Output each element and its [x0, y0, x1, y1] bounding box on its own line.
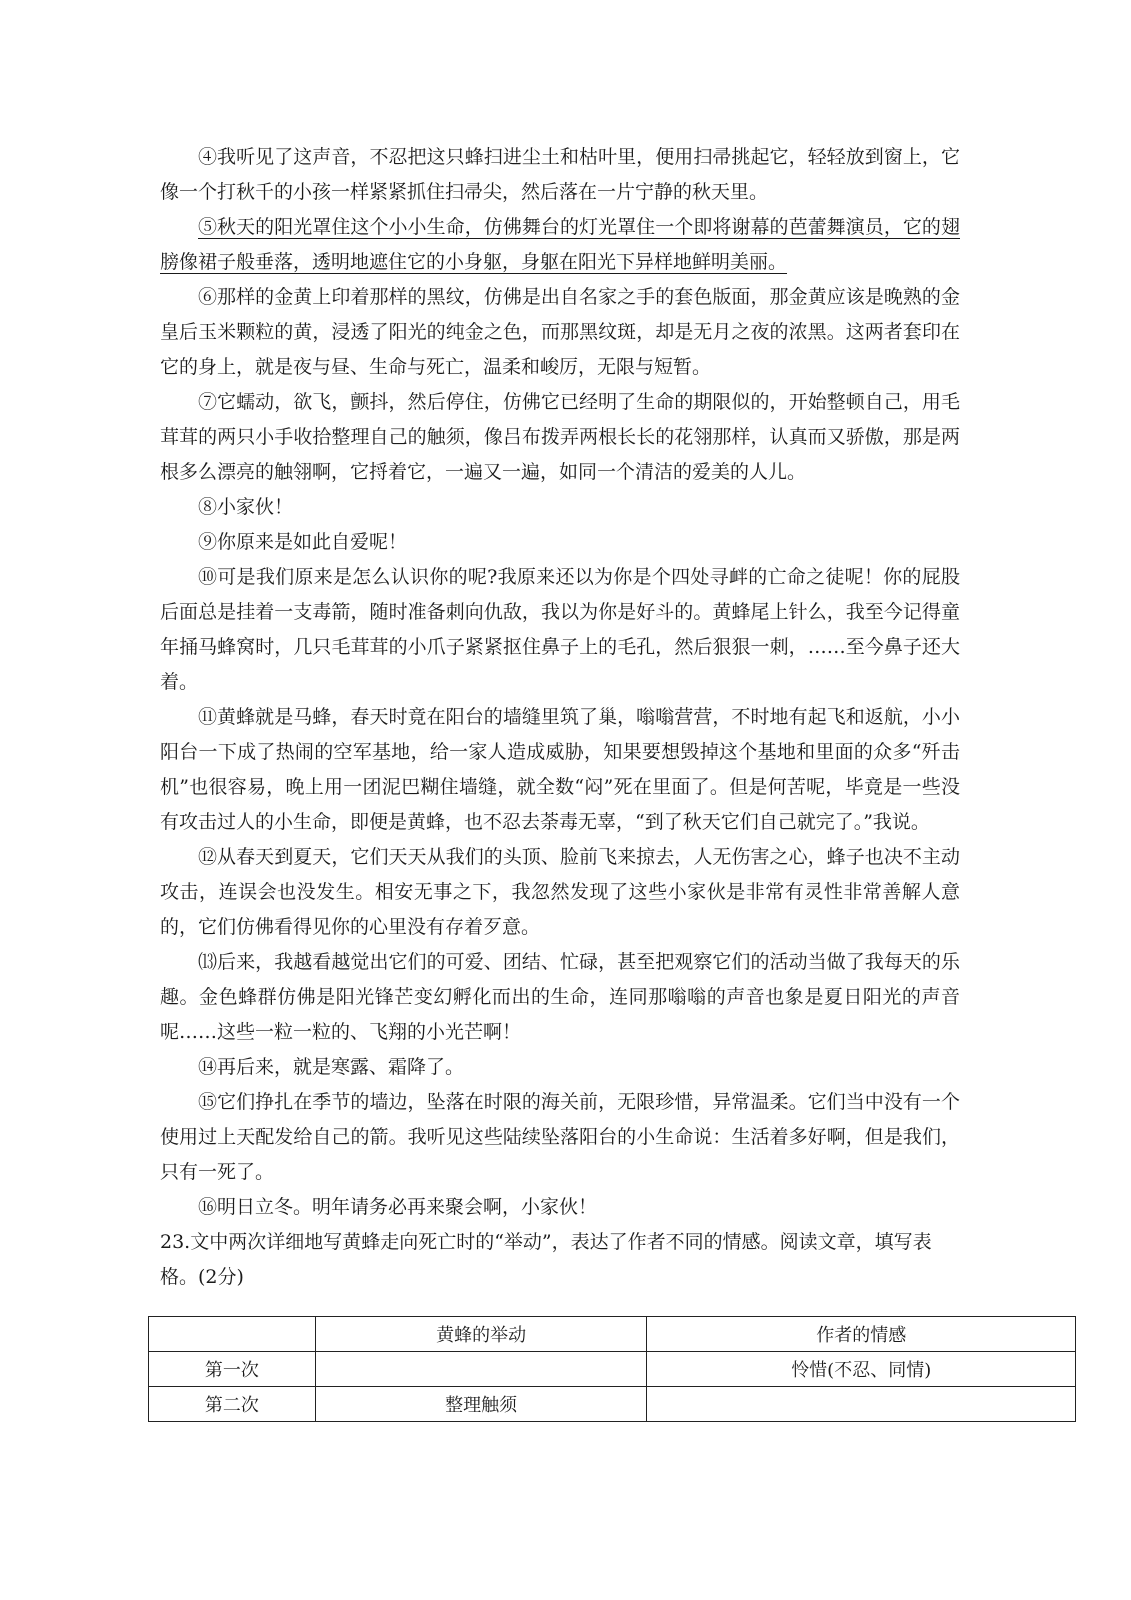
- paragraph-9: ⑨你原来是如此自爱呢！: [198, 531, 408, 553]
- paragraph-6: ⑥那样的金黄上印着那样的黑纹，仿佛是出自名家之手的套色版面，那金黄应该是晚熟的金皇后玉米颗粒的黄，浸透了阳光的纯金之色，而那黑纹斑，却是无月之夜的浓黑。这两者套印在它的身上，就是夜与昼、生命与死亡，温柔和峻厉，无限与短暂。: [160, 286, 960, 378]
- table-header-cell: 黄蜂的举动: [315, 1317, 647, 1352]
- paragraph-8: ⑧小家伙！: [198, 496, 294, 518]
- table-row: [149, 1352, 1076, 1387]
- table-cell: 怜惜(不忍、同情): [647, 1352, 1076, 1387]
- table-header-cell: 作者的情感: [647, 1317, 1076, 1352]
- paragraph-4: ④我听见了这声音，不忍把这只蜂扫进尘土和枯叶里，便用扫帚挑起它，轻轻放到窗上，它像一个打秋千的小孩一样紧紧抓住扫帚尖，然后落在一片宁静的秋天里。: [160, 146, 960, 203]
- paragraph-14: ⑭再后来，就是寒露、霜降了。: [198, 1056, 465, 1078]
- table-cell: 第一次: [149, 1352, 316, 1387]
- paragraph-15: ⑮它们挣扎在季节的墙边，坠落在时限的海关前，无限珍惜，异常温柔。它们当中没有一个使用过上天配发给自己的箭。我听见这些陆续坠落阳台的小生命说：生活着多好啊，但是我们，只有一死了。: [160, 1091, 960, 1183]
- answer-blank-cell[interactable]: [315, 1352, 647, 1387]
- question-23: 23.文中两次详细地写黄蜂走向死亡时的“举动”，表达了作者不同的情感。阅读文章，填写表格。(2分): [160, 1231, 932, 1288]
- paragraph-12: ⑫从春天到夏天，它们天天从我们的头顶、脸前飞来掠去，人无伤害之心，蜂子也决不主动攻击，连误会也没发生。相安无事之下，我忽然发现了这些小家伙是非常有灵性非常善解人意的，它们仿佛看得见你的心里没有存着歹意。: [160, 846, 960, 938]
- paragraph-5: ⑤秋天的阳光罩住这个小小生命，仿佛舞台的灯光罩住一个即将谢幕的芭蕾舞演员，它的翅膀像裙子般垂落，透明地遮住它的小身躯，身躯在阳光下异样地鲜明美丽。: [160, 216, 960, 273]
- paragraph-13: ⒀后来，我越看越觉出它们的可爱、团结、忙碌，甚至把观察它们的活动当做了我每天的乐趣。金色蜂群仿佛是阳光锋芒变幻孵化而出的生命，连同那嗡嗡的声音也象是夏日阳光的声音呢……这些一粒一粒的、飞翔的小光芒啊！: [160, 951, 960, 1043]
- article-body: [160, 140, 960, 1295]
- table-cell: 整理触须: [315, 1387, 647, 1422]
- answer-blank-cell[interactable]: [647, 1387, 1076, 1422]
- table-header-cell: [149, 1317, 316, 1352]
- paragraph-11: ⑪黄蜂就是马蜂，春天时竟在阳台的墙缝里筑了巢，嗡嗡营营，不时地有起飞和返航，小小阳台一下成了热闹的空军基地，给一家人造成威胁，知果要想毁掉这个基地和里面的众多“歼击机”也很容易，晚上用一团泥巴糊住墙缝，就全数“闷”死在里面了。但是何苦呢，毕竟是一些没有攻击过人的小生命，即便是黄蜂，也不忍去荼毒无辜，“到了秋天它们自己就完了。”我说。: [160, 706, 960, 833]
- paragraph-16: ⑯明日立冬。明年请务必再来聚会啊，小家伙！: [198, 1196, 598, 1218]
- answer-table: [148, 1316, 1076, 1422]
- paragraph-7: ⑦它蠕动，欲飞，颤抖，然后停住，仿佛它已经明了生命的期限似的，开始整顿自己，用毛茸茸的两只小手收拾整理自己的触须，像吕布拨弄两根长长的花翎那样，认真而又骄傲，那是两根多么漂亮的触翎啊，它捋着它，一遍又一遍，如同一个清洁的爱美的人儿。: [160, 391, 960, 483]
- table-row: [149, 1387, 1076, 1422]
- table-header-row: [149, 1317, 1076, 1352]
- table-cell: 第二次: [149, 1387, 316, 1422]
- paragraph-10: ⑩可是我们原来是怎么认识你的呢?我原来还以为你是个四处寻衅的亡命之徒呢！你的屁股后面总是挂着一支毒箭，随时准备刺向仇敌，我以为你是好斗的。黄蜂尾上针么，我至今记得童年捅马蜂窝时，几只毛茸茸的小爪子紧紧抠住鼻子上的毛孔，然后狠狠一刺，……至今鼻子还大着。: [160, 566, 960, 693]
